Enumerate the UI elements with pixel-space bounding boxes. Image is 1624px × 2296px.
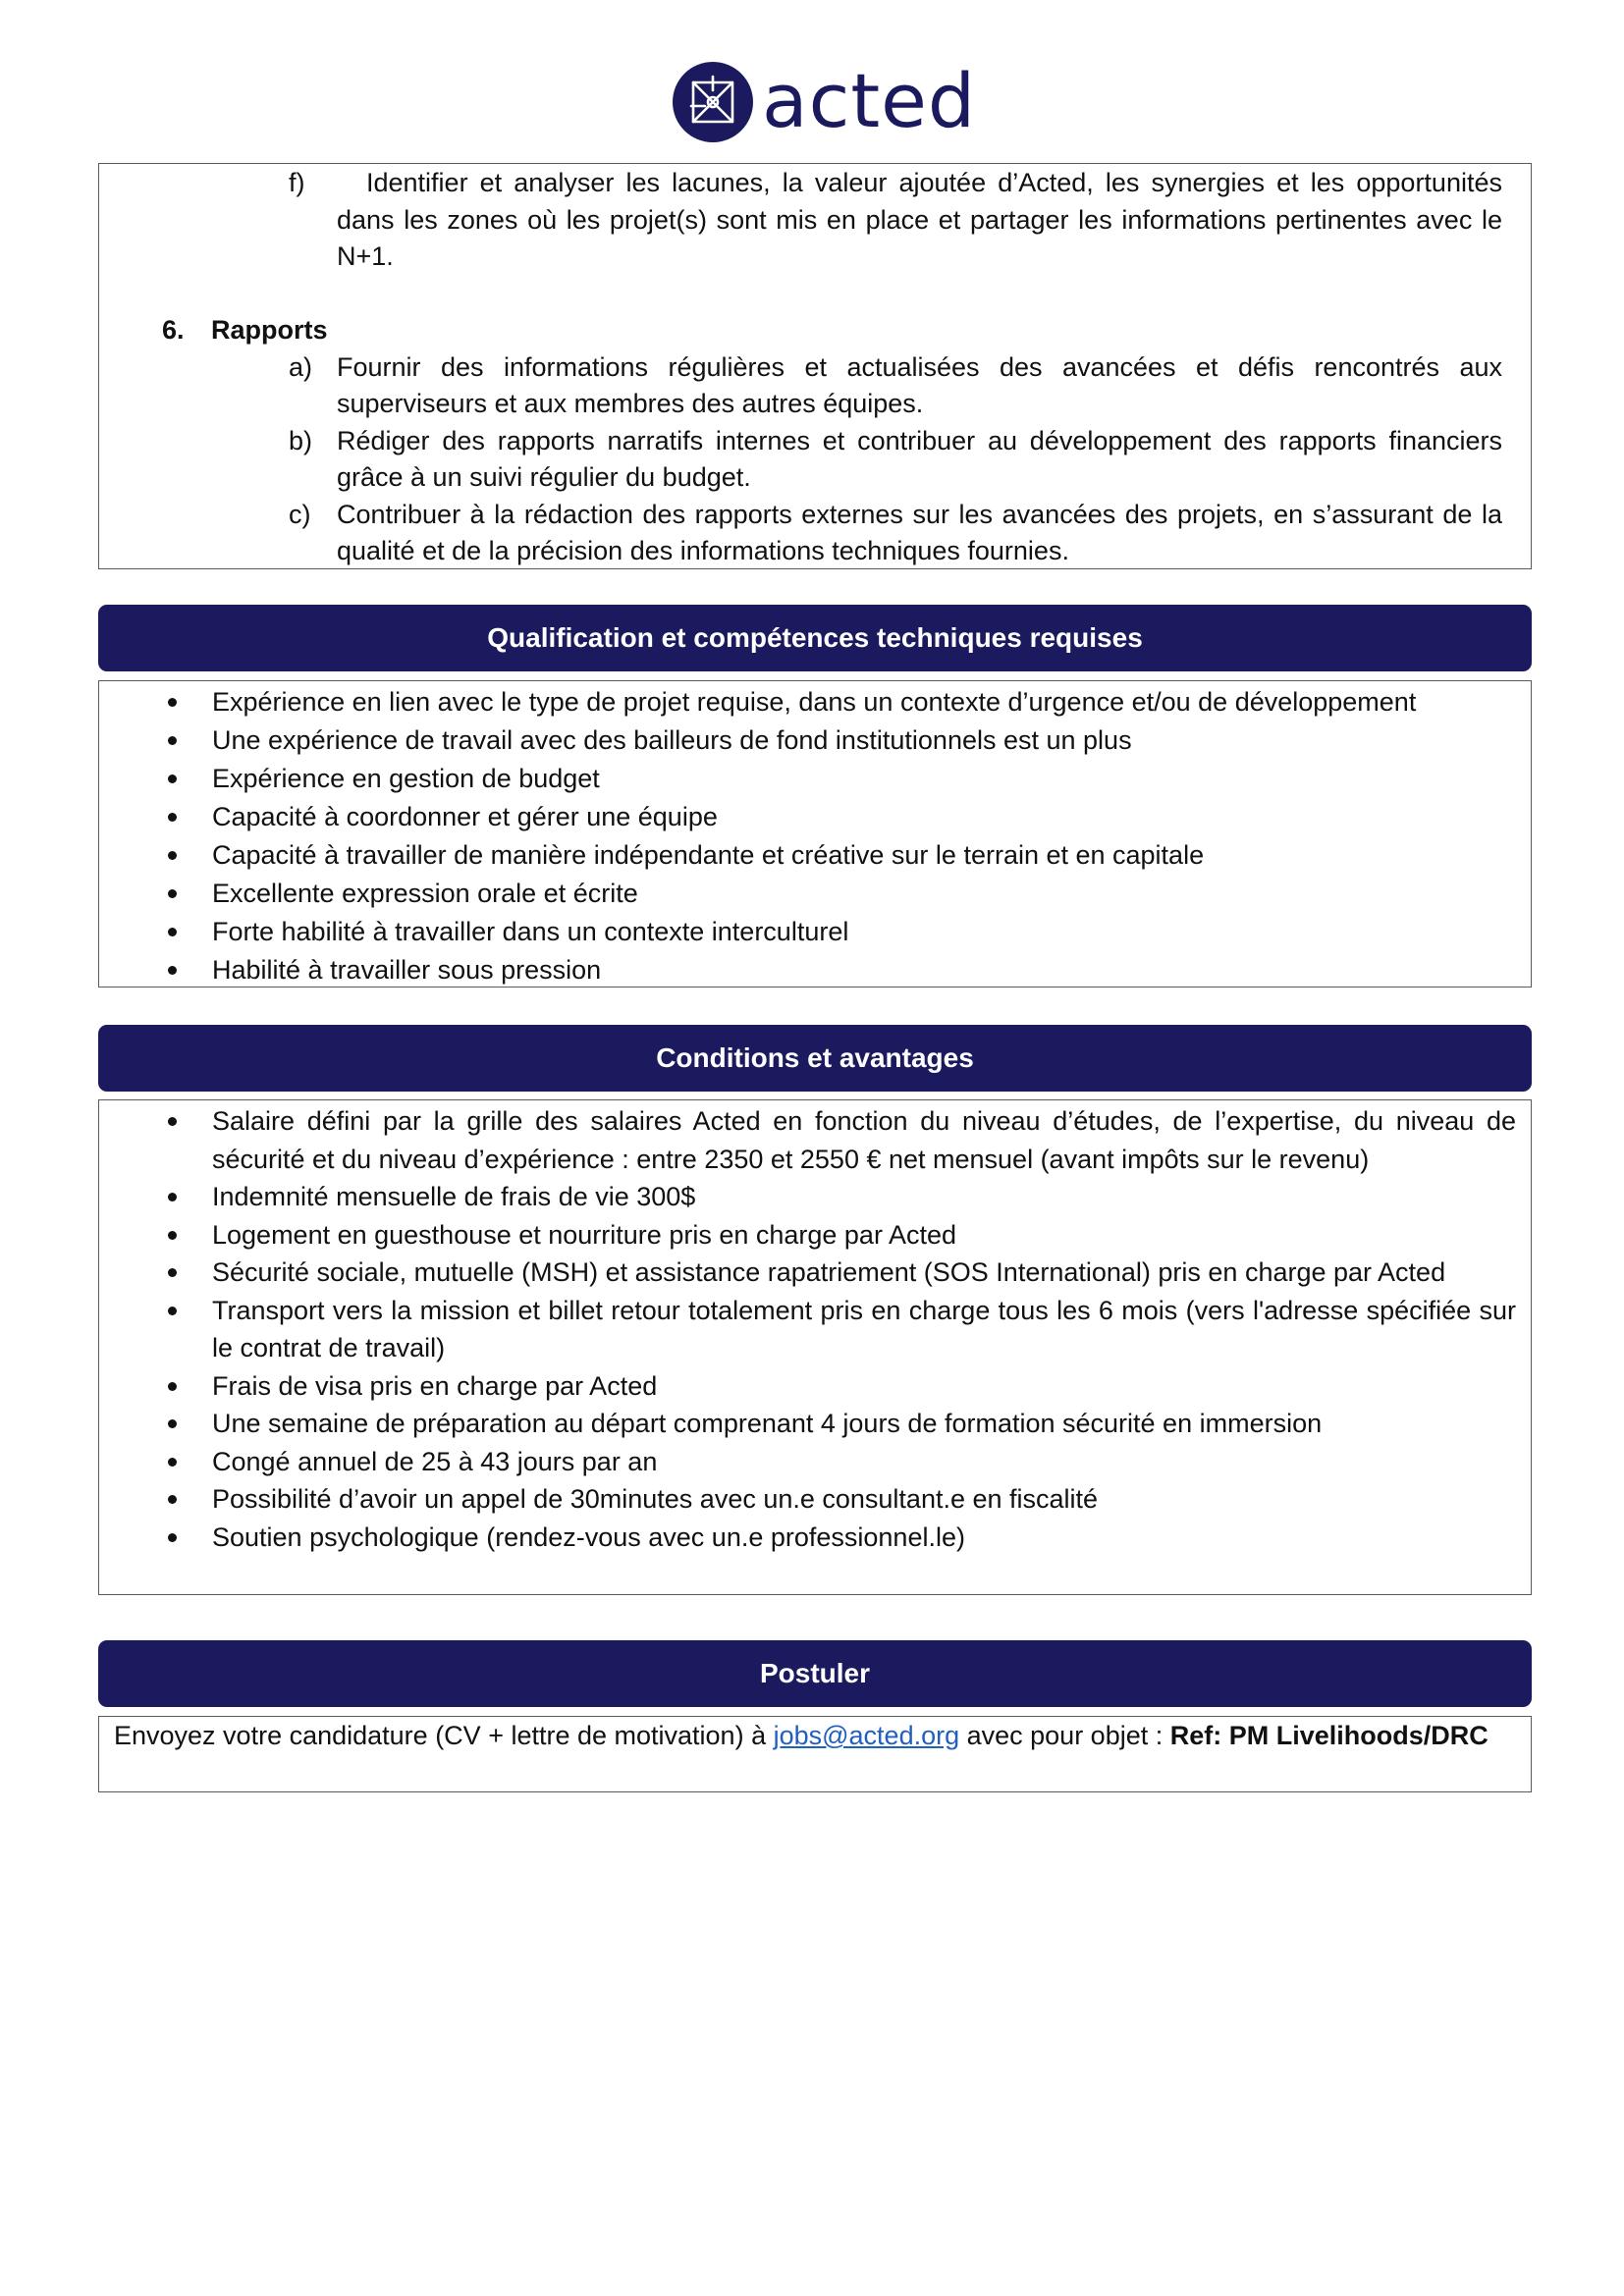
list-item-text: Habilité à travailler sous pression — [212, 955, 602, 985]
list-item — [99, 683, 1531, 721]
bullet-icon — [168, 813, 177, 822]
list-item-text: Logement en guesthouse et nourriture pris en charge par Acted — [212, 1219, 956, 1250]
list-item — [99, 721, 1531, 760]
list-item-text: Forte habilité à travailler dans un contexte interculturel — [212, 917, 849, 946]
bullet-icon — [168, 928, 177, 936]
bullet-icon — [168, 1231, 177, 1240]
bullet-icon — [168, 966, 177, 975]
item-text: Identifier et analyser les lacunes, la valeur ajoutée d’Acted, les synergies et les opportunités dans les zones où les projet(s) sont mis en place et partager les informations pertinentes avec le N+1. — [337, 168, 1502, 271]
qualifications-box — [98, 680, 1532, 988]
item-text: Rédiger des rapports narratifs internes et contribuer au développement des rapports financiers grâce à un suivi régulier du budget. — [337, 425, 1502, 492]
item-letter: c) — [289, 499, 311, 529]
list-item — [99, 1367, 1531, 1406]
apply-email-link[interactable]: jobs@acted.org — [773, 1721, 960, 1750]
bullet-icon — [168, 1307, 177, 1315]
list-item — [99, 798, 1531, 836]
list-item-text: Capacité à coordonner et gérer une équipe — [212, 802, 718, 831]
apply-text-before: Envoyez votre candidature (CV + lettre de motivation) à — [114, 1721, 774, 1750]
bullet-icon — [168, 698, 177, 707]
apply-text — [99, 1718, 1531, 1755]
bullet-icon — [168, 1268, 177, 1277]
section-number: 6. — [162, 315, 185, 345]
item-text: Fournir des informations régulières et actualisées des avancées et défis rencontrés aux superviseurs et aux membres des autres équipes. — [337, 351, 1502, 418]
list-item-text: Capacité à travailler de manière indépendante et créative sur le terrain et en capitale — [212, 840, 1205, 870]
bullet-icon — [168, 1458, 177, 1467]
responsibility-item-f — [99, 165, 1531, 276]
apply-text-middle: avec pour objet : — [959, 1721, 1170, 1750]
qualifications-header: Qualification et compétences techniques requises — [98, 605, 1532, 671]
bullet-icon — [168, 736, 177, 745]
responsibility-item-b — [99, 423, 1531, 497]
list-item-text: Soutien psychologique (rendez-vous avec un.e professionnel.le) — [212, 1522, 965, 1552]
list-item — [99, 1216, 1531, 1255]
apply-header: Postuler — [98, 1640, 1532, 1707]
list-item-text: Une expérience de travail avec des bailleurs de fond institutionnels est un plus — [212, 725, 1132, 755]
bullet-icon — [168, 1382, 177, 1391]
bullet-icon — [168, 1533, 177, 1542]
list-item — [99, 760, 1531, 798]
responsibility-item-a — [99, 349, 1531, 423]
list-item — [99, 951, 1531, 989]
list-item-text: Congé annuel de 25 à 43 jours par an — [212, 1446, 658, 1476]
conditions-header: Conditions et avantages — [98, 1025, 1532, 1092]
list-item — [99, 1102, 1531, 1178]
qualifications-list — [99, 683, 1531, 989]
bullet-icon — [168, 889, 177, 898]
list-item — [99, 1443, 1531, 1481]
list-item-text: Indemnité mensuelle de frais de vie 300$ — [212, 1182, 696, 1211]
list-item-text: Transport vers la mission et billet retour totalement pris en charge tous les 6 mois (vers l'adresse spécifiée sur le contrat de travail) — [212, 1295, 1516, 1362]
apply-box — [98, 1716, 1532, 1792]
bullet-icon — [168, 1419, 177, 1428]
list-item — [99, 1405, 1531, 1443]
bullet-icon — [168, 1117, 177, 1126]
list-item — [99, 1292, 1531, 1367]
list-item-text: Frais de visa pris en charge par Acted — [212, 1370, 658, 1401]
list-item — [99, 836, 1531, 875]
acted-logo — [672, 57, 977, 145]
list-item — [99, 1480, 1531, 1519]
item-text: Contribuer à la rédaction des rapports externes sur les avancées des projets, en s’assurant de la qualité et de la précision des informations techniques fournies. — [337, 499, 1502, 565]
acted-emblem-icon — [672, 61, 754, 143]
list-item-text: Salaire défini par la grille des salaires Acted en fonction du niveau d’études, de l’expertise, du niveau de sécurité et du niveau d’expérience : entre 2350 et 2550 € net mensuel (avant impôts sur le revenu) — [212, 1106, 1516, 1174]
responsibility-item-c — [99, 497, 1531, 570]
list-item-text: Expérience en gestion de budget — [212, 764, 600, 793]
responsibilities-box — [98, 163, 1532, 569]
item-letter: f) — [289, 168, 305, 197]
list-item — [99, 875, 1531, 913]
list-item-text: Excellente expression orale et écrite — [212, 879, 638, 908]
list-item — [99, 1519, 1531, 1557]
list-item-text: Possibilité d’avoir un appel de 30minutes avec un.e consultant.e en fiscalité — [212, 1484, 1099, 1514]
section-title-text: Rapports — [211, 315, 328, 345]
list-item — [99, 1254, 1531, 1292]
section-title-rapports — [162, 312, 328, 349]
logo-wordmark: acted — [762, 57, 977, 144]
conditions-list — [99, 1102, 1531, 1556]
list-item — [99, 1178, 1531, 1216]
apply-reference: Ref: PM Livelihoods/DRC — [1169, 1721, 1489, 1750]
list-item-text: Une semaine de préparation au départ comprenant 4 jours de formation sécurité en immersion — [212, 1409, 1323, 1438]
bullet-icon — [168, 1193, 177, 1201]
item-letter: a) — [289, 351, 313, 382]
list-item — [99, 913, 1531, 951]
list-item-text: Sécurité sociale, mutuelle (MSH) et assistance rapatriement (SOS International) pris en charge par Acted — [212, 1257, 1446, 1287]
item-letter: b) — [289, 425, 313, 455]
bullet-icon — [168, 774, 177, 783]
bullet-icon — [168, 1495, 177, 1504]
bullet-icon — [168, 851, 177, 860]
conditions-box — [98, 1099, 1532, 1595]
list-item-text: Expérience en lien avec le type de projet requise, dans un contexte d’urgence et/ou de développement — [212, 687, 1417, 717]
